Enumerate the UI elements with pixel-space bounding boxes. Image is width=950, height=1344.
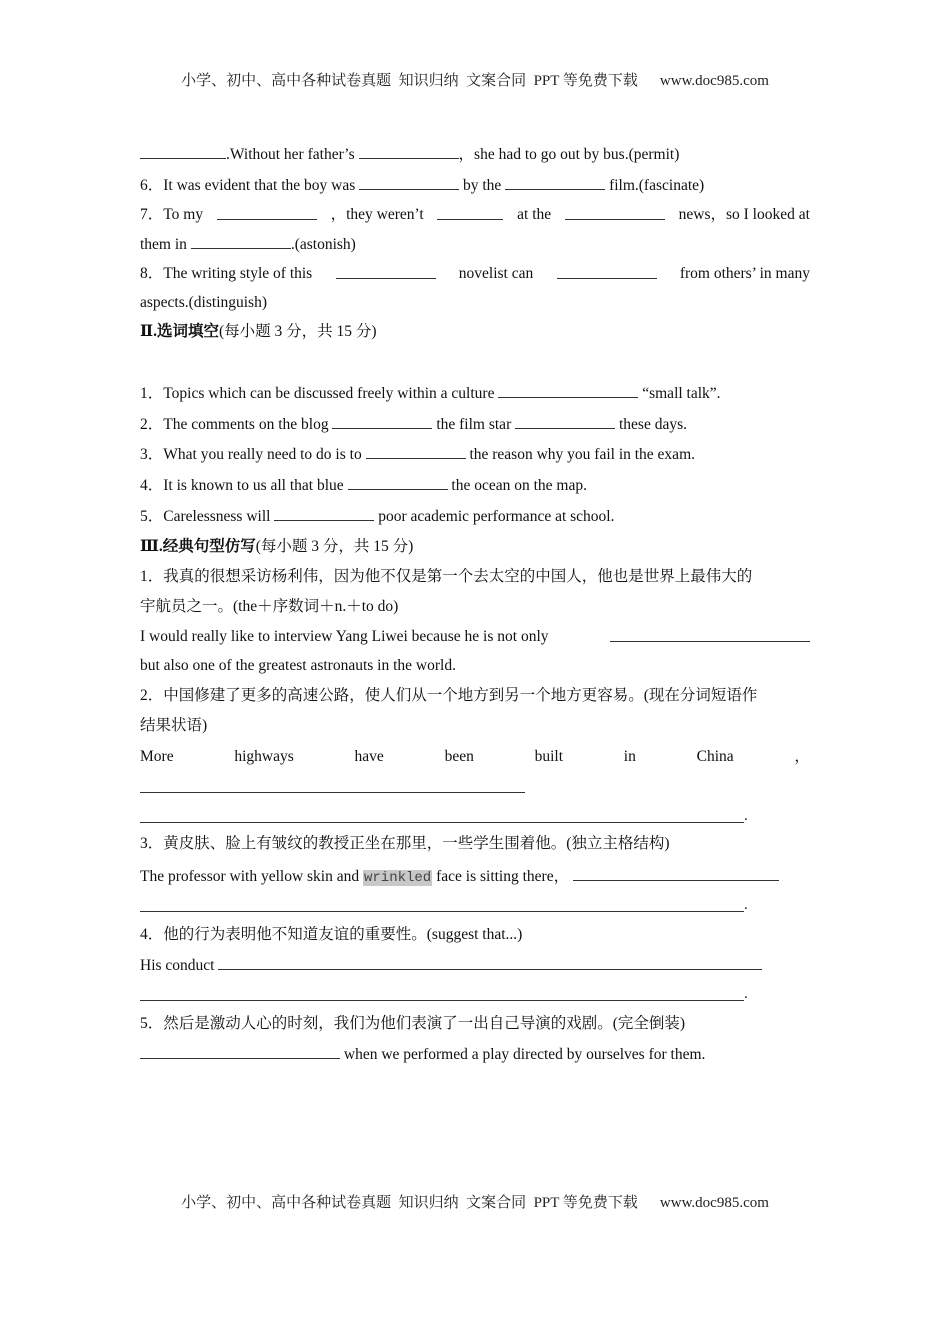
q1-prompt: 1．我真的很想采访杨利伟，因为他不仅是第一个去太空的中国人，他也是世界上最伟大的: [140, 568, 753, 585]
footer-url: www.doc985.com: [659, 1195, 769, 1211]
highlighted-word: wrinkled: [364, 870, 432, 886]
answer-blank[interactable]: [498, 383, 638, 398]
q4-prompt: 4．他的行为表明他不知道友谊的重要性。(suggest that...): [140, 926, 523, 943]
q2-prompt-line2: 结果状语): [140, 717, 208, 734]
question-6: 6．It was evident that the boy was by the film.(fascinate): [140, 177, 705, 194]
header-url: www.doc985.com: [659, 73, 769, 89]
question-8: 8．The writing style of this novelist can from others’ in many: [140, 265, 810, 282]
page-footer: [0, 1191, 950, 1212]
answer-blank[interactable]: [573, 866, 779, 881]
end-period: .: [744, 808, 748, 824]
answer-blank[interactable]: [348, 475, 448, 490]
end-period: .: [744, 986, 748, 1002]
answer-line[interactable]: [140, 1000, 744, 1001]
end-period: .: [744, 897, 748, 913]
answer-blank[interactable]: [191, 234, 291, 249]
answer-blank[interactable]: [366, 444, 466, 459]
answer-blank[interactable]: [610, 627, 810, 642]
answer-blank[interactable]: [557, 264, 657, 279]
q4-answer: His conduct: [140, 955, 810, 976]
q5-answer: when we performed a play directed by ourselves for them.: [140, 1044, 810, 1065]
answer-blank[interactable]: [218, 955, 762, 970]
answer-line[interactable]: [140, 792, 525, 793]
fill-item-4: 4．It is known to us all that blue the ocean on the map.: [140, 477, 587, 494]
answer-blank[interactable]: [437, 205, 503, 220]
page-header: [0, 69, 950, 90]
answer-blank[interactable]: [565, 205, 665, 220]
section-2-heading: Ⅱ.选词填空(每小题 3 分，共 15 分): [140, 323, 377, 340]
answer-blank[interactable]: [515, 414, 615, 429]
footer-text: 小学、初中、高中各种试卷真题 知识归纳 文案合同 PPT 等免费下载: [181, 1195, 638, 1211]
answer-blank[interactable]: [359, 144, 459, 159]
answer-blank[interactable]: [505, 175, 605, 190]
q1-answer-line2: but also one of the greatest astronauts in the world.: [140, 657, 456, 674]
q1-answer: I would really like to interview Yang Liwei because he is not only: [140, 627, 810, 647]
question-7: 7．To my ，they weren’t at the news，so I looked at: [140, 206, 810, 223]
q3-answer: The professor with yellow skin and wrinkled face is sitting there，: [140, 866, 810, 888]
question-8-line2: aspects.(distinguish): [140, 294, 267, 311]
answer-blank[interactable]: [332, 414, 432, 429]
answer-blank[interactable]: [336, 264, 436, 279]
answer-blank[interactable]: [140, 144, 226, 159]
q2-prompt: 2．中国修建了更多的高速公路，使人们从一个地方到另一个地方更容易。(现在分词短语作: [140, 687, 758, 704]
question-7-line2: them in .(astonish): [140, 236, 356, 253]
question-5-tail: .Without her father’s ，she had to go out by bus.(permit): [140, 144, 810, 165]
q1-prompt-line2: 宇航员之一。(the＋序数词＋n.＋to do): [140, 598, 399, 615]
q3-prompt: 3．黄皮肤、脸上有皱纹的教授正坐在那里，一些学生围着他。(独立主格结构): [140, 835, 670, 852]
q5-prompt: 5．然后是激动人心的时刻，我们为他们表演了一出自己导演的戏剧。(完全倒装): [140, 1015, 686, 1032]
q2-answer: More highways have been built in China ，: [140, 748, 810, 765]
header-text: 小学、初中、高中各种试卷真题 知识归纳 文案合同 PPT 等免费下载: [181, 73, 638, 89]
fill-item-1: 1．Topics which can be discussed freely within a culture “small talk”.: [140, 385, 721, 402]
fill-item-3: 3．What you really need to do is to the reason why you fail in the exam.: [140, 446, 695, 463]
answer-blank[interactable]: [359, 175, 459, 190]
answer-line[interactable]: [140, 822, 744, 823]
fill-item-2: 2．The comments on the blog the film star these days.: [140, 416, 687, 433]
section-3-heading: Ⅲ.经典句型仿写(每小题 3 分，共 15 分): [140, 538, 414, 555]
answer-blank[interactable]: [217, 205, 317, 220]
answer-blank[interactable]: [274, 506, 374, 521]
answer-blank[interactable]: [140, 1044, 340, 1059]
answer-line[interactable]: [140, 911, 744, 912]
fill-item-5: 5．Carelessness will poor academic performance at school.: [140, 508, 615, 525]
